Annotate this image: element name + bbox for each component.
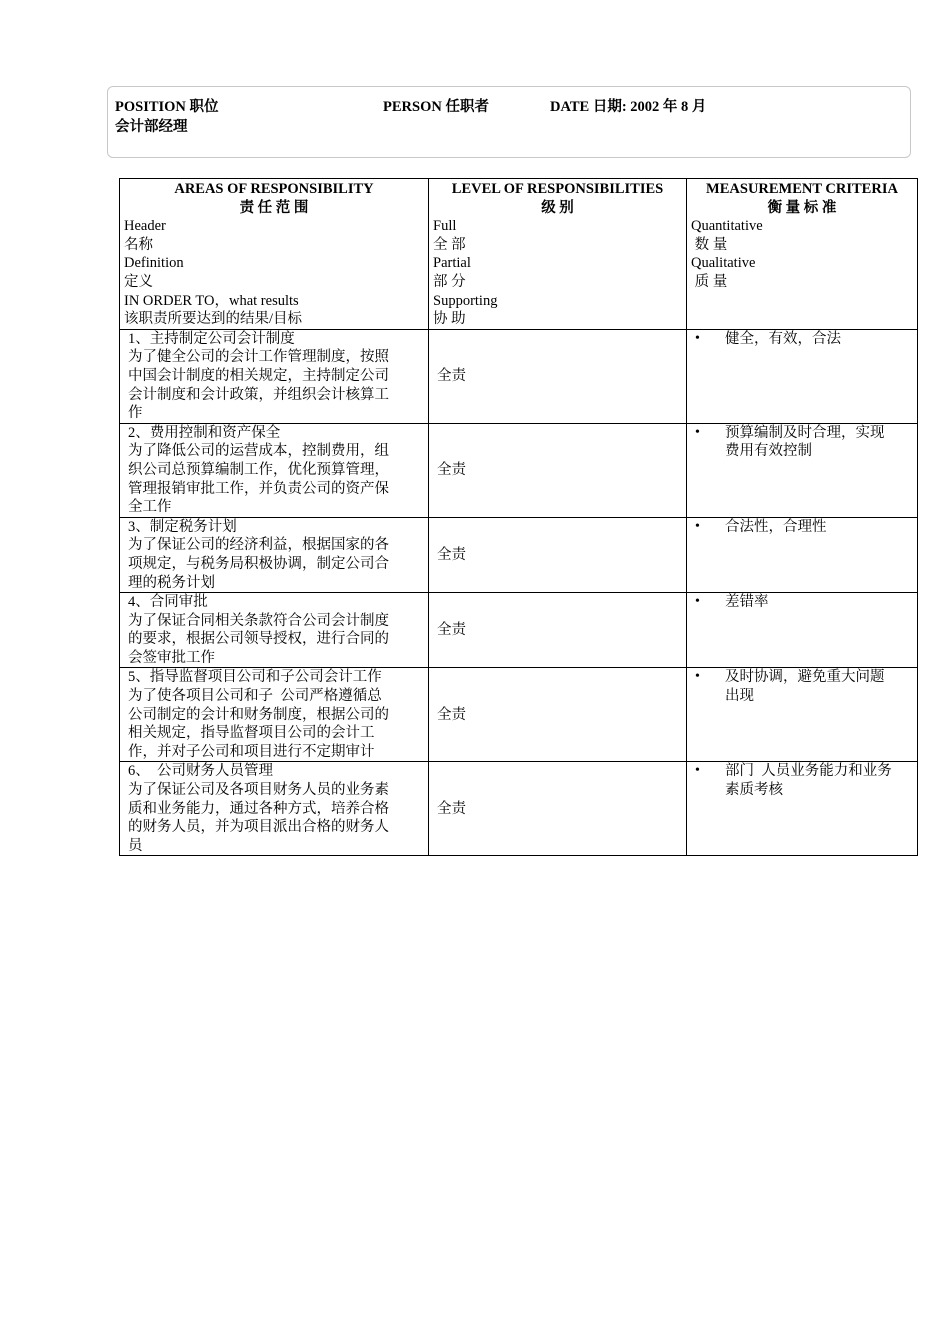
bullet-icon: • — [695, 424, 700, 440]
bullet-icon: • — [695, 669, 700, 685]
criteria-line: 出现 — [725, 688, 754, 705]
area-cell — [120, 517, 429, 592]
responsibility-table — [119, 178, 918, 856]
level-value: 全责 — [437, 461, 466, 478]
criteria-cell — [687, 668, 918, 762]
area-title: 1、主持制定公司会计制度 — [128, 330, 295, 347]
legend-line: 定义 — [124, 273, 153, 290]
criteria-line: 部门 人员业务能力和业务 — [725, 763, 892, 780]
area-description-line: 质和业务能力，通过各种方式，培养合格 — [128, 800, 389, 817]
legend-line: Supporting — [433, 292, 498, 309]
header-areas-en: AREAS OF RESPONSIBILITY — [174, 181, 374, 197]
area-title: 2、费用控制和资产保全 — [128, 424, 281, 441]
area-description-line: 为了健全公司的会计工作管理制度，按照 — [128, 349, 389, 366]
level-cell — [429, 762, 687, 856]
legend-line: Definition — [124, 255, 184, 272]
area-cell — [120, 668, 429, 762]
header-criteria-legend — [691, 217, 913, 291]
criteria-cell — [687, 593, 918, 668]
bullet-icon: • — [695, 763, 700, 779]
position-header-box — [107, 86, 911, 158]
area-description-line: 公司制定的会计和财务制度，根据公司的 — [128, 706, 389, 723]
position-title: 会计部经理 — [115, 119, 188, 135]
header-criteria-cn: 衡 量 标 准 — [767, 199, 837, 216]
criteria-line: 素质考核 — [725, 782, 783, 799]
area-description-line: 会签审批工作 — [128, 649, 215, 666]
position-label: POSITION 职位 — [115, 99, 219, 115]
criteria-line: 及时协调，避免重大问题 — [725, 669, 885, 686]
area-cell — [120, 762, 429, 856]
table-row — [120, 517, 918, 592]
area-description-line: 项规定，与税务局积极协调，制定公司合 — [128, 555, 389, 572]
level-cell — [429, 517, 687, 592]
legend-line: Full — [433, 218, 457, 235]
person-label: PERSON 任职者 — [383, 99, 489, 115]
legend-line: 协 助 — [433, 311, 466, 328]
criteria-cell — [687, 329, 918, 423]
level-cell — [429, 668, 687, 762]
area-description-line: 为了保证公司的经济利益，根据国家的各 — [128, 537, 389, 554]
table-header-row — [120, 179, 918, 330]
level-cell — [429, 593, 687, 668]
header-level-cn: 级 别 — [541, 199, 574, 216]
header-level-legend — [433, 217, 682, 329]
legend-line: IN ORDER TO，what results — [124, 292, 299, 309]
legend-line: 部 分 — [433, 273, 466, 290]
table-row — [120, 668, 918, 762]
area-description-line: 织公司总预算编制工作，优化预算管理， — [128, 461, 389, 478]
legend-line: Header — [124, 218, 166, 235]
legend-line: 该职责所要达到的结果/目标 — [124, 311, 303, 328]
header-areas — [120, 179, 429, 330]
table-row — [120, 762, 918, 856]
bullet-icon: • — [695, 594, 700, 610]
level-cell — [429, 423, 687, 517]
level-cell — [429, 329, 687, 423]
area-description-line: 为了保证公司及各项目财务人员的业务素 — [128, 782, 389, 799]
legend-line: 名称 — [124, 236, 153, 253]
header-level-en: LEVEL OF RESPONSIBILITIES — [451, 181, 664, 197]
date-label: DATE 日期: 2002 年 8 月 — [550, 99, 707, 115]
level-value: 全责 — [437, 800, 466, 817]
legend-line: 数 量 — [691, 236, 728, 253]
area-title: 4、合同审批 — [128, 594, 208, 611]
table-row — [120, 593, 918, 668]
header-criteria — [687, 179, 918, 330]
area-description-line: 的要求，根据公司领导授权，进行合同的 — [128, 631, 389, 648]
area-description-line: 作，并对子公司和项目进行不定期审计 — [128, 743, 375, 760]
area-description-line: 为了降低公司的运营成本，控制费用，组 — [128, 443, 389, 460]
legend-line: 质 量 — [691, 273, 728, 290]
criteria-cell — [687, 517, 918, 592]
table-row — [120, 329, 918, 423]
legend-line: Partial — [433, 255, 471, 272]
area-description-line: 全工作 — [128, 499, 172, 516]
bullet-icon: • — [695, 518, 700, 534]
area-description-line: 为了使各项目公司和子 公司严格遵循总 — [128, 688, 382, 705]
responsibility-rows — [120, 329, 918, 856]
area-title: 6、 公司财务人员管理 — [128, 763, 273, 780]
legend-line: Quantitative — [691, 218, 763, 235]
header-criteria-en: MEASUREMENT CRITERIA — [706, 181, 898, 197]
criteria-line: 费用有效控制 — [725, 443, 812, 460]
criteria-cell — [687, 423, 918, 517]
area-description-line: 相关规定，指导监督项目公司的会计工 — [128, 725, 375, 742]
level-value: 全责 — [437, 367, 466, 384]
area-cell — [120, 423, 429, 517]
header-areas-legend — [124, 217, 424, 329]
area-description-line: 员 — [128, 837, 143, 854]
area-cell — [120, 329, 429, 423]
area-description-line: 作 — [128, 405, 143, 422]
level-value: 全责 — [437, 621, 466, 638]
area-title: 5、指导监督项目公司和子公司会计工作 — [128, 669, 382, 686]
header-level — [429, 179, 687, 330]
area-description-line: 会计制度和会计政策，并组织会计核算工 — [128, 386, 389, 403]
level-value: 全责 — [437, 706, 466, 723]
area-description-line: 为了保证合同相关条款符合公司会计制度 — [128, 612, 389, 629]
criteria-line: 预算编制及时合理，实现 — [725, 424, 885, 441]
table-row — [120, 423, 918, 517]
area-description-line: 的财务人员，并为项目派出合格的财务人 — [128, 819, 389, 836]
legend-line: 全 部 — [433, 236, 466, 253]
criteria-line: 差错率 — [725, 594, 769, 611]
area-description-line: 中国会计制度的相关规定，主持制定公司 — [128, 367, 389, 384]
header-areas-cn: 责 任 范 围 — [239, 199, 309, 216]
area-description-line: 理的税务计划 — [128, 574, 215, 591]
bullet-icon: • — [695, 330, 700, 346]
area-title: 3、制定税务计划 — [128, 518, 237, 535]
area-cell — [120, 593, 429, 668]
criteria-line: 合法性，合理性 — [725, 518, 827, 535]
criteria-line: 健全，有效，合法 — [725, 330, 841, 347]
legend-line: Qualitative — [691, 255, 756, 272]
area-description-line: 管理报销审批工作，并负责公司的资产保 — [128, 480, 389, 497]
criteria-cell — [687, 762, 918, 856]
level-value: 全责 — [437, 546, 466, 563]
